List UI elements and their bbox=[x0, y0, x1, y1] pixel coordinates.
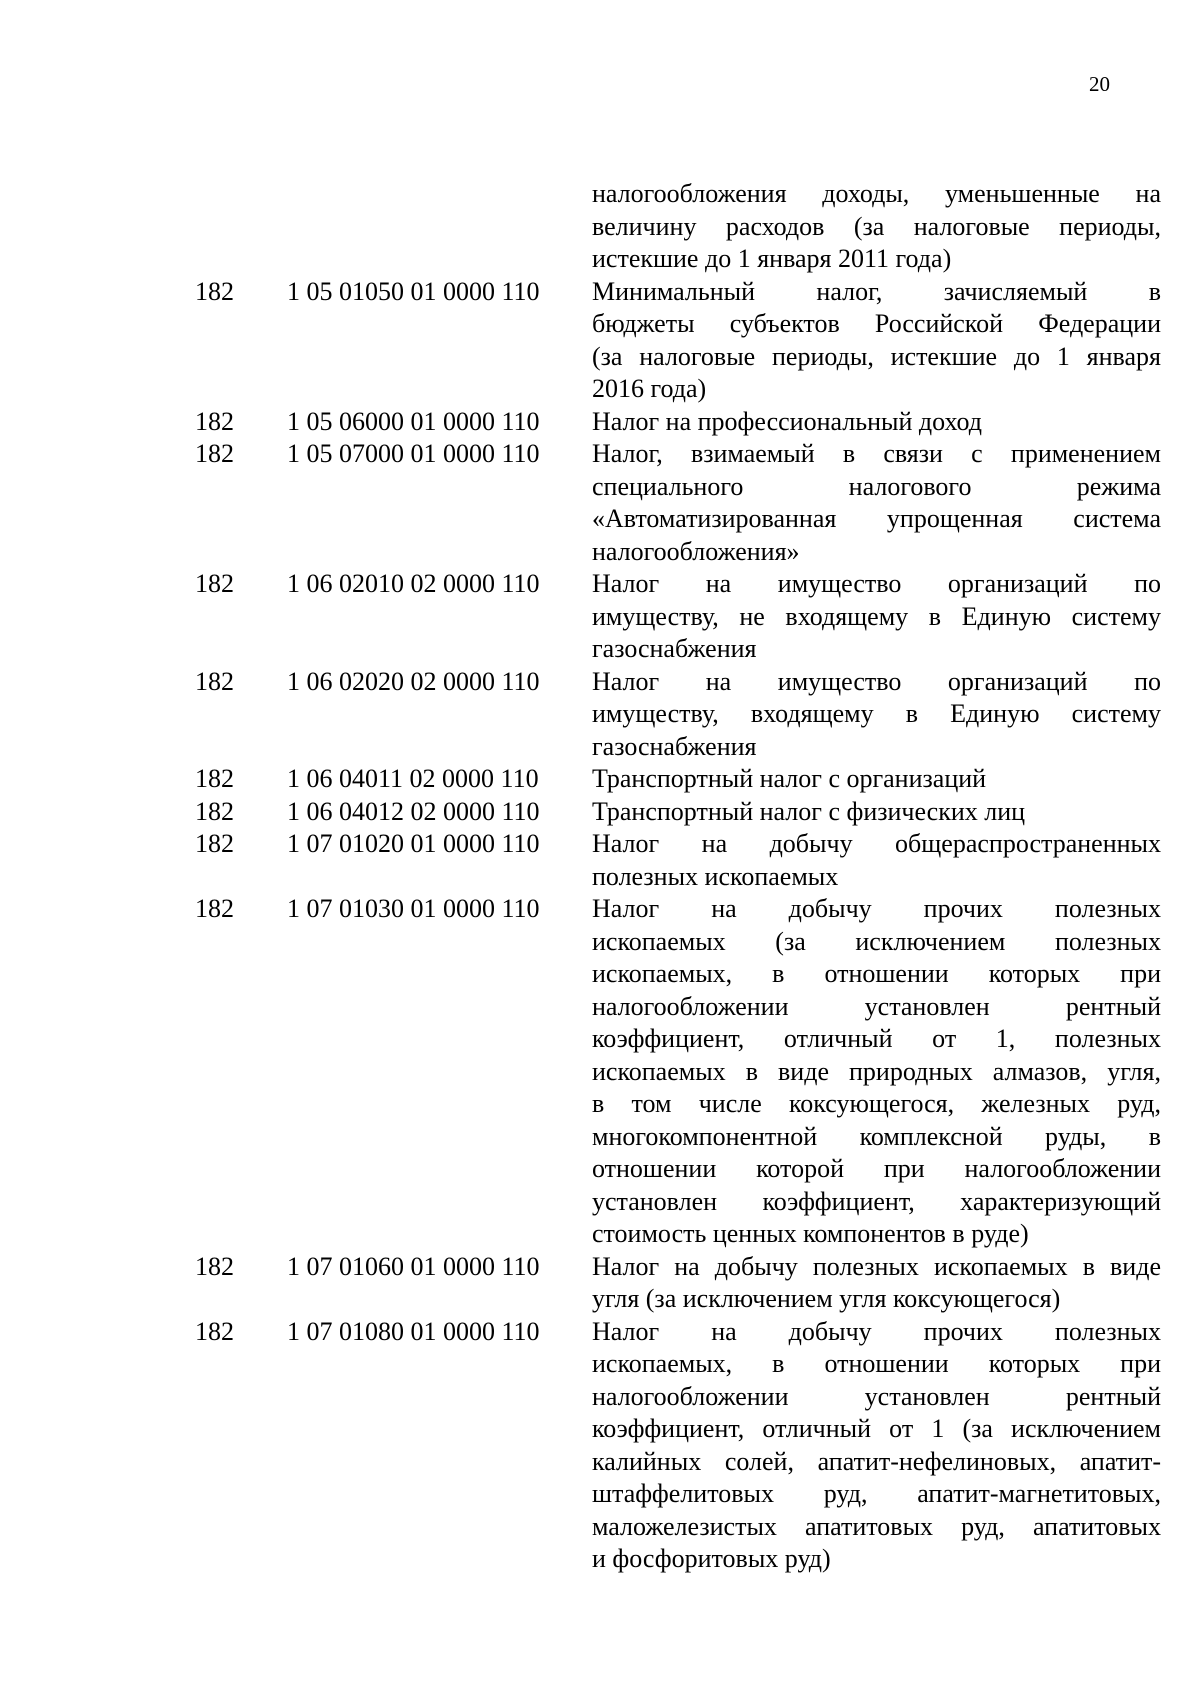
table-row bbox=[0, 763, 1200, 796]
page-number: 20 bbox=[1089, 72, 1110, 96]
description-line: Транспортный налог с организаций bbox=[592, 764, 987, 793]
description-line: коэффициент, отличный от 1, полезных bbox=[592, 1024, 1161, 1053]
admin-code-cell: 182 bbox=[195, 894, 234, 923]
revenue-description-cell bbox=[592, 1316, 1161, 1576]
admin-code-cell: 182 bbox=[195, 276, 234, 306]
admin-code-cell: 182 bbox=[195, 829, 234, 858]
description-line: ископаемых (за исключением полезных bbox=[592, 926, 1161, 956]
table-row bbox=[0, 568, 1200, 666]
description-line: Налог на добычу прочих полезных bbox=[592, 894, 1161, 923]
description-line: налогообложения» bbox=[592, 536, 800, 566]
description-line: ископаемых в виде природных алмазов, угля, bbox=[592, 1056, 1161, 1086]
table-row bbox=[0, 893, 1200, 1251]
table-row bbox=[0, 276, 1200, 406]
budget-classification-code-cell: 1 06 02010 02 0000 110 bbox=[287, 569, 540, 598]
table-row bbox=[0, 666, 1200, 764]
description-line: установлен коэффициент, характеризующий bbox=[592, 1186, 1161, 1216]
admin-code-cell: 182 bbox=[195, 1251, 234, 1281]
budget-classification-code-cell: 1 05 01050 01 0000 110 bbox=[287, 276, 540, 306]
admin-code-cell: 182 bbox=[195, 796, 234, 826]
admin-code-cell: 182 bbox=[195, 1316, 234, 1346]
description-line: Налог на добычу прочих полезных bbox=[592, 1316, 1161, 1346]
revenue-description-cell bbox=[592, 178, 1161, 276]
table-row bbox=[0, 796, 1200, 829]
description-line: имуществу, не входящему в Единую систему bbox=[592, 601, 1161, 631]
description-line: специального налогового режима bbox=[592, 471, 1161, 501]
income-codes-table bbox=[0, 178, 1200, 1576]
description-line: налогообложении установлен рентный bbox=[592, 991, 1161, 1021]
revenue-description-cell bbox=[592, 568, 1161, 666]
revenue-description-cell bbox=[592, 893, 1161, 1251]
description-line: 2016 года) bbox=[592, 374, 707, 403]
description-line: ископаемых, в отношении которых при bbox=[592, 959, 1161, 988]
description-line: Минимальный налог, зачисляемый в bbox=[592, 276, 1161, 306]
budget-classification-code-cell: 1 07 01060 01 0000 110 bbox=[287, 1251, 540, 1281]
description-line: угля (за исключением угля коксующегося) bbox=[592, 1284, 1061, 1313]
description-line: многокомпонентной комплексной руды, в bbox=[592, 1121, 1161, 1151]
description-line: и фосфоритовых руд) bbox=[592, 1544, 831, 1573]
description-line: истекшие до 1 января 2011 года) bbox=[592, 244, 952, 273]
revenue-description-cell bbox=[592, 1251, 1161, 1316]
admin-code-cell: 182 bbox=[195, 406, 234, 436]
description-line: газоснабжения bbox=[592, 731, 757, 761]
description-line: в том числе коксующегося, железных руд, bbox=[592, 1089, 1161, 1118]
revenue-description-cell bbox=[592, 828, 1161, 893]
description-line: маложелезистых апатитовых руд, апатитовых bbox=[592, 1511, 1161, 1541]
budget-classification-code-cell: 1 07 01020 01 0000 110 bbox=[287, 829, 540, 858]
description-line: налогообложения доходы, уменьшенные на bbox=[592, 179, 1161, 208]
description-line: газоснабжения bbox=[592, 634, 757, 663]
description-line: штаффелитовых руд, апатит-магнетитовых, bbox=[592, 1479, 1161, 1508]
description-line: Налог на добычу общераспространенных bbox=[592, 829, 1161, 858]
budget-classification-code-cell: 1 05 06000 01 0000 110 bbox=[287, 406, 540, 436]
budget-classification-code-cell: 1 05 07000 01 0000 110 bbox=[287, 439, 540, 468]
description-line: имуществу, входящему в Единую систему bbox=[592, 699, 1161, 728]
description-line: калийных солей, апатит-нефелиновых, апатит- bbox=[592, 1446, 1161, 1476]
budget-classification-code-cell: 1 06 04011 02 0000 110 bbox=[287, 764, 539, 793]
description-line: величину расходов (за налоговые периоды, bbox=[592, 211, 1161, 241]
revenue-description-cell bbox=[592, 796, 1161, 829]
budget-classification-code-cell: 1 06 02020 02 0000 110 bbox=[287, 666, 540, 696]
budget-classification-code-cell: 1 06 04012 02 0000 110 bbox=[287, 796, 540, 826]
revenue-description-cell bbox=[592, 276, 1161, 406]
revenue-description-cell bbox=[592, 666, 1161, 764]
table-row bbox=[0, 438, 1200, 568]
budget-classification-code-cell: 1 07 01080 01 0000 110 bbox=[287, 1316, 540, 1346]
description-line: Транспортный налог с физических лиц bbox=[592, 796, 1026, 826]
table-row bbox=[0, 1251, 1200, 1316]
description-line: полезных ископаемых bbox=[592, 861, 839, 891]
admin-code-cell: 182 bbox=[195, 569, 234, 598]
table-row bbox=[0, 406, 1200, 439]
description-line: бюджеты субъектов Российской Федерации bbox=[592, 309, 1161, 338]
revenue-description-cell bbox=[592, 438, 1161, 568]
description-line: Налог на имущество организаций по bbox=[592, 666, 1161, 696]
description-line: Налог на добычу полезных ископаемых в виде bbox=[592, 1251, 1161, 1281]
description-line: (за налоговые периоды, истекшие до 1 января bbox=[592, 341, 1161, 371]
table-row bbox=[0, 178, 1200, 276]
description-line: стоимость ценных компонентов в руде) bbox=[592, 1219, 1029, 1248]
table-row bbox=[0, 1316, 1200, 1576]
revenue-description-cell bbox=[592, 763, 1161, 796]
description-line: ископаемых, в отношении которых при bbox=[592, 1349, 1161, 1378]
budget-classification-code-cell: 1 07 01030 01 0000 110 bbox=[287, 894, 540, 923]
description-line: Налог на имущество организаций по bbox=[592, 569, 1161, 598]
description-line: Налог, взимаемый в связи с применением bbox=[592, 439, 1161, 468]
admin-code-cell: 182 bbox=[195, 439, 234, 468]
admin-code-cell: 182 bbox=[195, 666, 234, 696]
revenue-description-cell bbox=[592, 406, 1161, 439]
table-row bbox=[0, 828, 1200, 893]
description-line: Налог на профессиональный доход bbox=[592, 406, 982, 436]
description-line: налогообложении установлен рентный bbox=[592, 1381, 1161, 1411]
description-line: коэффициент, отличный от 1 (за исключением bbox=[592, 1414, 1161, 1443]
admin-code-cell: 182 bbox=[195, 764, 234, 793]
description-line: «Автоматизированная упрощенная система bbox=[592, 504, 1161, 533]
description-line: отношении которой при налогообложении bbox=[592, 1154, 1161, 1183]
